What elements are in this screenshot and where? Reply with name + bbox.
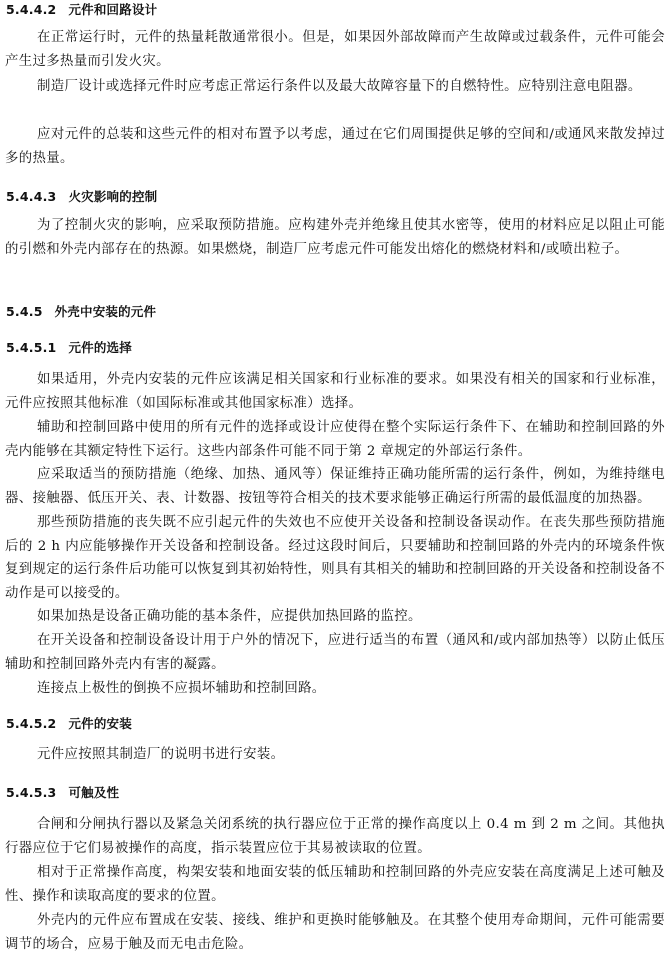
section-heading: [6, 2, 157, 18]
section-heading: [6, 304, 156, 320]
section-heading: [6, 716, 132, 732]
paragraph: 辅助和控制回路中使用的所有元件的选择或设计应使得在整个实际运行条件下、在辅助和控制回路的外壳内能够在其额定特性下运行。这些内部条件可能不同于第 2 章规定的外部运行条件。: [5, 420, 665, 459]
section-title: 火灾影响的控制: [68, 189, 158, 204]
paragraph: 在正常运行时，元件的热量耗散通常很小。但是，如果因外部故障而产生故障或过载条件，元件可能会产生过多热量而引发火灾。: [5, 30, 665, 69]
paragraph: 应采取适当的预防措施（绝缘、加热、通风等）保证维持正确功能所需的运行条件，例如，为维持继电器、接触器、低压开关、表、计数器、按钮等符合相关的技术要求能够正确运行所需的最低温度的加热器。: [5, 467, 665, 506]
paragraph: 在开关设备和控制设备设计用于户外的情况下，应进行适当的布置（通风和/或内部加热等）以防止低压辅助和控制回路外壳内有害的凝露。: [5, 633, 665, 672]
paragraph: 如果适用，外壳内安装的元件应该满足相关国家和行业标准的要求。如果没有相关的国家和行业标准，元件应按照其他标准（如国际标准或其他国家标准）选择。: [5, 372, 665, 411]
section-number: 5.4.4.2: [6, 2, 57, 17]
paragraph: 制造厂设计或选择元件时应考虑正常运行条件以及最大故障容量下的自燃特性。应特别注意电阻器。: [37, 79, 642, 94]
section-number: 5.4.5.1: [6, 340, 57, 355]
section-number: 5.4.5: [6, 304, 43, 319]
section-title: 元件的安装: [68, 716, 132, 731]
paragraph: 元件应按照其制造厂的说明书进行安装。: [37, 747, 285, 762]
section-heading: [6, 340, 132, 356]
section-heading: [6, 785, 119, 801]
paragraph: 合闸和分闸执行器以及紧急关闭系统的执行器应位于正常的操作高度以上 0.4 m 到 2 m 之间。其他执行器应位于它们易被操作的高度，指示装置应位于其易被读取的位置。: [5, 817, 665, 856]
section-number: 5.4.5.2: [6, 716, 57, 731]
paragraph: 那些预防措施的丧失既不应引起元件的失效也不应使开关设备和控制设备误动作。在丧失那些预防措施后的 2 h 内应能够操作开关设备和控制设备。经过这段时间后，只要辅助和控制回路的外壳内的环境条件恢复到规定的运行条件后功能可以恢复到其初始特性，则具有其相关的辅助和控制回路的开关设备和控制设备不动作是可以接受的。: [5, 515, 665, 601]
section-number: 5.4.5.3: [6, 785, 57, 800]
paragraph: 如果加热是设备正确功能的基本条件，应提供加热回路的监控。: [37, 609, 422, 624]
paragraph: 外壳内的元件应布置成在安装、接线、维护和更换时能够触及。在其整个使用寿命期间，元件可能需要调节的场合，应易于触及而无电击危险。: [5, 913, 665, 952]
section-heading: [6, 189, 157, 205]
section-title: 外壳中安装的元件: [54, 304, 157, 319]
section-number: 5.4.4.3: [6, 189, 57, 204]
section-title: 元件的选择: [68, 340, 132, 355]
paragraph: 应对元件的总装和这些元件的相对布置予以考虑，通过在它们周围提供足够的空间和/或通风来散发掉过多的热量。: [5, 127, 665, 166]
section-title: 元件和回路设计: [68, 2, 158, 17]
section-title: 可触及性: [68, 785, 120, 800]
paragraph: 连接点上极性的倒换不应损坏辅助和控制回路。: [37, 681, 326, 696]
paragraph: 相对于正常操作高度，构架安装和地面安装的低压辅助和控制回路的外壳应安装在高度满足上述可触及性、操作和读取高度的要求的位置。: [5, 865, 665, 904]
paragraph: 为了控制火灾的影响，应采取预防措施。应构建外壳并绝缘且使其水密等，使用的材料应足以阻止可能的引燃和外壳内部存在的热源。如果燃烧，制造厂应考虑元件可能发出熔化的燃烧材料和/或喷出粒子。: [5, 218, 665, 257]
